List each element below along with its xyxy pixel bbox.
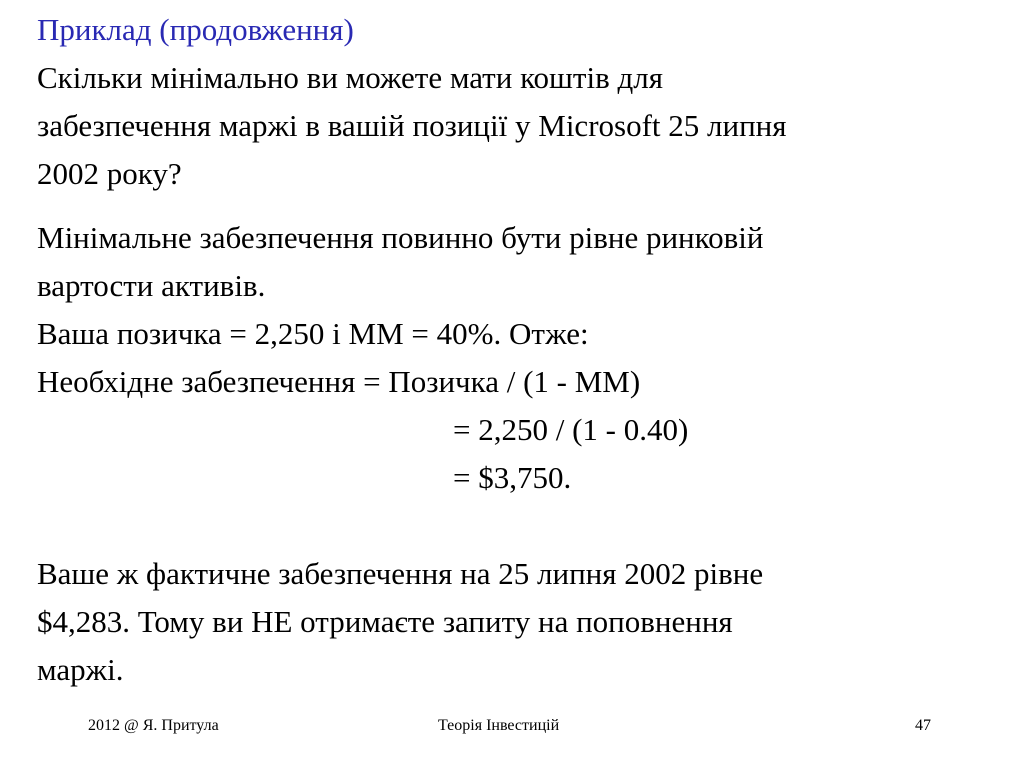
conclusion-block <box>37 550 1007 694</box>
page-number: 47 <box>915 717 931 734</box>
question-line: 2002 року? <box>37 156 182 191</box>
footer-author: 2012 @ Я. Притула <box>88 717 219 734</box>
conclusion-line: Ваше ж фактичне забезпечення на 25 липня 2002 рівне <box>37 556 764 591</box>
calculation-line: = 2,250 / (1 - 0.40) <box>453 412 689 447</box>
answer-line: Необхідне забезпечення = Позичка / (1 - MM) <box>37 364 641 399</box>
answer-line: Мінімальне забезпечення повинно бути рівне ринковій <box>37 220 764 255</box>
question-block <box>37 54 1007 198</box>
footer-course-title: Теорія Інвестицій <box>438 717 560 734</box>
answer-line: вартости активів. <box>37 268 266 303</box>
answer-line: Ваша позичка = 2,250 і MM = 40%. Отже: <box>37 316 589 351</box>
conclusion-line: $4,283. Тому ви НЕ отримаєте запиту на поповнення <box>37 604 733 639</box>
conclusion-line: маржі. <box>37 652 124 687</box>
question-line: забезпечення маржі в вашій позиції у Microsoft 25 липня <box>37 108 787 143</box>
calculation-line: = $3,750. <box>453 460 572 495</box>
answer-block <box>37 214 1007 502</box>
slide-title: Приклад (продовження) <box>37 12 354 47</box>
question-line: Скільки мінімально ви можете мати коштів для <box>37 60 663 95</box>
